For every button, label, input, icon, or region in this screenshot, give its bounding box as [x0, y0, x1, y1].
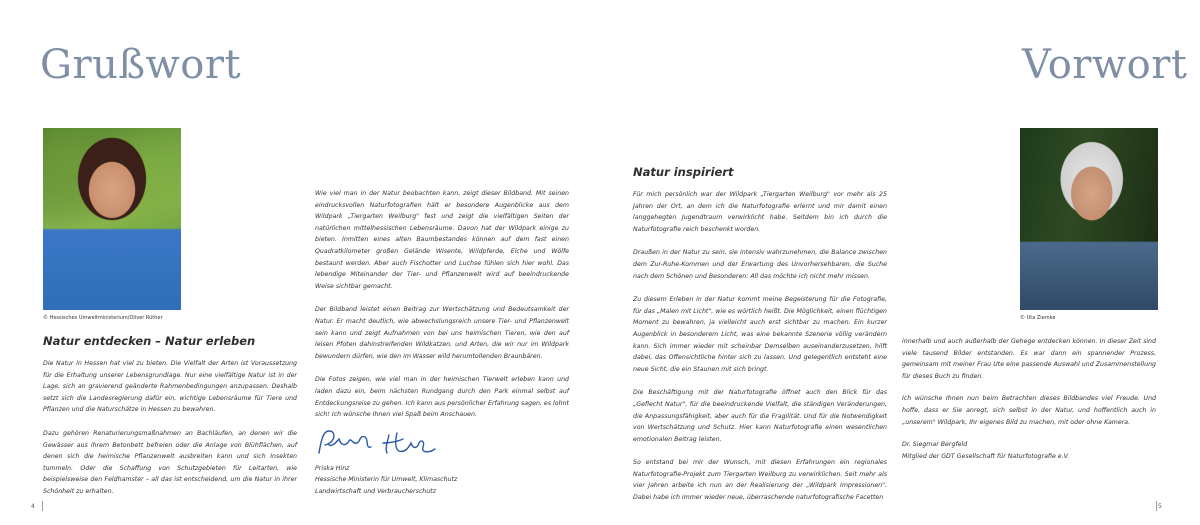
signature-role-line-2: Landwirtschaft und Verbraucherschutz: [315, 487, 436, 495]
paragraph: innerhalb und auch außerhalb der Gehege entdecken können. In dieser Zeit sind viele tausend Bilder entstanden. Es war dann ein spannender Prozess, gemeinsam mit meiner Frau Ute eine passende Auswahl und Zusammenstellung für dieses Buch zu finden.: [902, 338, 1156, 380]
page-number-right: 5: [1158, 503, 1162, 510]
paragraph: Der Bildband leistet einen Beitrag zur Wertschätzung und Bedeutsamkeit der Natur. Er macht deutlich, wie abwechslungsreich unsere Tier- und Pflanzenwelt sein kann und zeigt Aufnahmen von bei uns heimischen Tieren, wie den auf leisen Pfoten dahinstreifenden Wildkatzen, und Arten, die wir nur im Wildpark bewundern dürfen, wie den im Wasser wild herumtollenden Braunbären.: [315, 306, 569, 360]
portrait-photo-author: [1020, 128, 1158, 310]
signature-block: [315, 463, 457, 497]
signature-name: Priska Hinz: [315, 465, 350, 472]
page-title-left: Grußwort: [40, 42, 242, 88]
portrait-photo-minister: [43, 128, 181, 310]
paragraph: Die Natur in Hessen hat viel zu bieten. Die Vielfalt der Arten ist Voraussetzung für die Erhaltung unserer Lebensgrundlage. Nur eine vielfältige Natur ist in der Lage, sich an gravierend geänderte Rahmenbedingungen anzupassen. Deshalb setzt sich die Landesregierung dafür ein, wichtige Lebensräume für Tiere und Pflanzen und die Naturschätze in Hessen zu bewahren.: [43, 360, 297, 414]
author-name: Dr. Siegmar Bergfeld: [902, 441, 968, 449]
paragraph: Die Fotos zeigen, wie viel man in der heimischen Tierwelt erleben kann und laden dazu ein, beim nächsten Rundgang durch den Park einmal selbst auf Entdeckungsreise zu gehen. Ich kann aus persönlicher Erfahrung sagen, es lohnt sich! Ich wünsche Ihnen viel Spaß beim Anschauen.: [315, 376, 569, 419]
paragraph: Die Beschäftigung mit der Naturfotografie öffnet auch den Blick für das „Geflecht Natur", für die beeindruckende Vielfalt, die ständigen Veränderungen, die Anpassungsfähigkeit, aber auch für die Fragilität. Und für die Notwendigkeit von Wertschätzung und Schutz. Hier kann Naturfotografie einen wesentlichen emotionalen Beitrag leisten.: [633, 389, 887, 443]
paragraph: Wie viel man in der Natur beobachten kann, zeigt dieser Bildband. Mit seinen eindrucksvollen Naturfotografien hält er besondere Augenblicke aus dem Wildpark „Tiergarten Weilburg" fest und zeigt die vielfältigen Seiten der natürlichen mittelhessischen Lebensräume. Davon hat der Wildpark einige zu bieten. Inmitten eines alten Baumbestandes können auf dem fast einen Quadratkilometer großen Gelände Wisente, Wildpferde, Elche und Wölfe bestaunt werden. Aber auch Fischotter und Luchse fühlen sich hier wohl. Das lebendige Miteinander der Tier- und Pflanzenwelt wird auf beeindruckende Weise sichtbar gemacht.: [315, 190, 569, 290]
paragraph: Dazu gehören Renaturierungsmaßnahmen an Bachläufen, an denen wir die Gewässer aus ihrem Betonbett befreien oder die Anlage von Blühflächen, auf denen sich die heimische Pflanzenwelt ausbreiten kann und sich Insekten tummeln. Oder die Schaffung von Schutzgebieten für Leitarten, wie beispielsweise den Feldhamster – all das ist entscheidend, um die Natur in ihrer Schönheit zu erhalten.: [43, 429, 297, 495]
photo-credit-left: © Hessisches Umweltministerium/Oliver Rüther: [43, 315, 163, 321]
author-role: Mitglied der GDT Gesellschaft für Naturfotografie e.V.: [902, 452, 1070, 460]
page-number-divider-right: [1156, 501, 1157, 511]
page-title-right: Vorwort: [1022, 42, 1188, 88]
text-column-1: [43, 358, 297, 510]
paragraph: So entstand bei mir der Wunsch, mit diesen Erfahrungen ein regionales Naturfotografie-Projekt zum Tiergarten Weilburg zu verwirklichen. Seit mehr als vier Jahren arbeite ich nun an der Realisierung der „Wildpark Impressionen". Dabei habe ich immer wieder neue, überraschende naturfotografische Facetten: [633, 459, 887, 502]
paragraph: Draußen in der Natur zu sein, sie intensiv wahrzunehmen, die Balance zwischen dem Zur-Ruhe-Kommen und der Erwartung des Unvorhersehbaren, die Suche nach dem Schönen und Besonderen: All das möchte ich nicht mehr missen.: [633, 249, 887, 280]
text-column-3: [633, 189, 887, 516]
text-column-4: [902, 336, 1156, 462]
paragraph: Zu diesem Erleben in der Natur kommt meine Begeisterung für die Fotografie, für das „Malen mit Licht", wie es wörtlich heißt. Die Möglichkeit, einen flüchtigen Moment zu bewahren, ja vielleicht auch erst sichtbar zu machen. Ein kurzer Augenblick in besonderem Licht, was eine bekannte Szenerie völlig verändern kann. Sich immer wieder mit scheinbar Demselben auseinanderzusetzen, hilft dabei, das Offensichtliche hinter sich zu lassen. Und gelegentlich entsteht eine neue Sicht, die ein Staunen mit sich bringt.: [633, 296, 887, 373]
page-number-left: 4: [31, 503, 35, 510]
handwritten-signature: [315, 423, 455, 463]
section-heading-left: Natur entdecken – Natur erleben: [43, 334, 256, 348]
photo-credit-right: © Uta Ziemke: [1020, 315, 1056, 321]
paragraph: Für mich persönlich war der Wildpark „Tiergarten Weilburg" vor mehr als 25 Jahren der Ort, an dem ich die Naturfotografie erlernt und mir damit einen langgehegten Jugendtraum verwirklicht habe. Seitdem bin ich durch die Naturfotografie reich beschenkt worden.: [633, 191, 887, 233]
signature-role-line-1: Hessische Ministerin für Umwelt, Klimaschutz: [315, 476, 458, 484]
section-heading-right: Natur inspiriert: [633, 165, 734, 179]
text-column-2: [315, 188, 569, 433]
page-number-divider-left: [42, 501, 43, 511]
paragraph: Ich wünsche Ihnen nun beim Betrachten dieses Bildbandes viel Freude. Und hoffe, dass er Sie anregt, sich selbst in der Natur, und hoffentlich auch in „unserem" Wildpark, Ihr eigenes Bild zu machen, mit oder ohne Kamera.: [902, 395, 1156, 426]
